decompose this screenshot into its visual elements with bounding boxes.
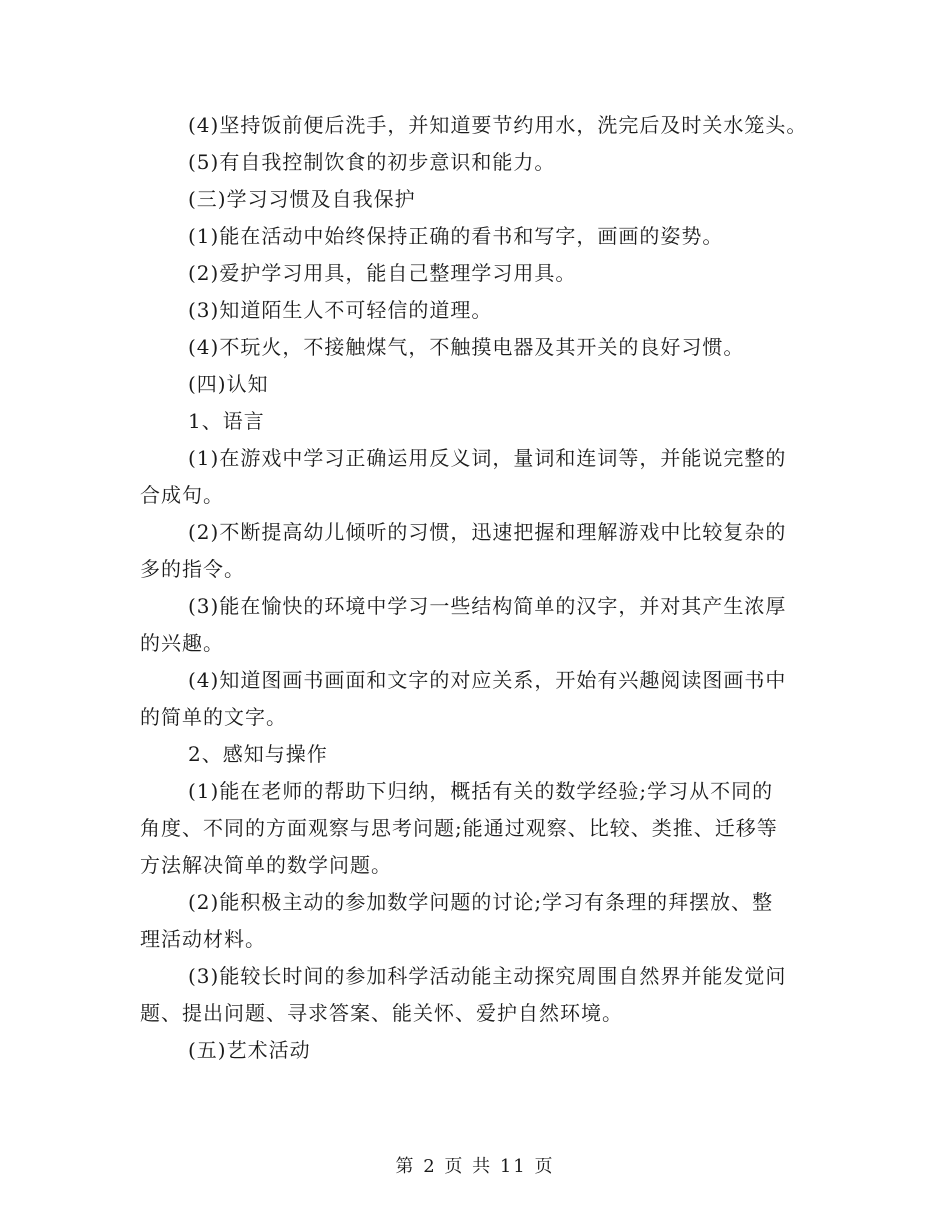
paragraph-line: (3)能在愉快的环境中学习一些结构简单的汉字，并对其产生浓厚	[188, 594, 787, 618]
paragraph-line: 方法解决简单的数学问题。	[140, 853, 392, 877]
paragraph-line: (1)在游戏中学习正确运用反义词，量词和连词等，并能说完整的	[188, 446, 787, 470]
paragraph-line: (五)艺术活动	[188, 1038, 311, 1062]
document-body	[140, 107, 820, 1069]
paragraph-line: (2)能积极主动的参加数学问题的讨论;学习有条理的拜摆放、整	[188, 890, 774, 914]
paragraph-line: 多的指令。	[140, 557, 245, 581]
paragraph-line: 题、提出问题、寻求答案、能关怀、爱护自然环境。	[140, 1001, 623, 1025]
paragraph-line: 理活动材料。	[140, 927, 266, 951]
paragraph-line: (1)能在老师的帮助下归纳，概括有关的数学经验;学习从不同的	[188, 779, 774, 803]
paragraph-line: (1)能在活动中始终保持正确的看书和写字，画画的姿势。	[188, 224, 724, 248]
paragraph-line: 合成句。	[140, 483, 224, 507]
paragraph-line: (3)知道陌生人不可轻信的道理。	[188, 298, 493, 322]
paragraph-line: (四)认知	[188, 372, 269, 396]
paragraph-line: (4)不玩火，不接触煤气，不触摸电器及其开关的良好习惯。	[188, 335, 745, 359]
page-footer: 第 2 页 共 11 页	[395, 1156, 555, 1177]
paragraph-line: (3)能较长时间的参加科学活动能主动探究周围自然界并能发觉问	[188, 964, 787, 988]
paragraph-line: 2、感知与操作	[188, 742, 328, 766]
paragraph-line: 的兴趣。	[140, 631, 224, 655]
paragraph-line: 的简单的文字。	[140, 705, 287, 729]
paragraph-line: (2)不断提高幼儿倾听的习惯，迅速把握和理解游戏中比较复杂的	[188, 520, 787, 544]
paragraph-line: (三)学习习惯及自我保护	[188, 187, 416, 211]
paragraph-line: (4)坚持饭前便后洗手，并知道要节约用水，洗完后及时关水笼头。	[188, 113, 808, 137]
paragraph-line: 角度、不同的方面观察与思考问题;能通过观察、比较、类推、迁移等	[140, 816, 778, 840]
paragraph-line: 1、语言	[188, 409, 265, 433]
paragraph-line: (5)有自我控制饮食的初步意识和能力。	[188, 150, 556, 174]
paragraph-line: (2)爱护学习用具，能自己整理学习用具。	[188, 261, 577, 285]
paragraph-line: (4)知道图画书画面和文字的对应关系，开始有兴趣阅读图画书中	[188, 668, 787, 692]
